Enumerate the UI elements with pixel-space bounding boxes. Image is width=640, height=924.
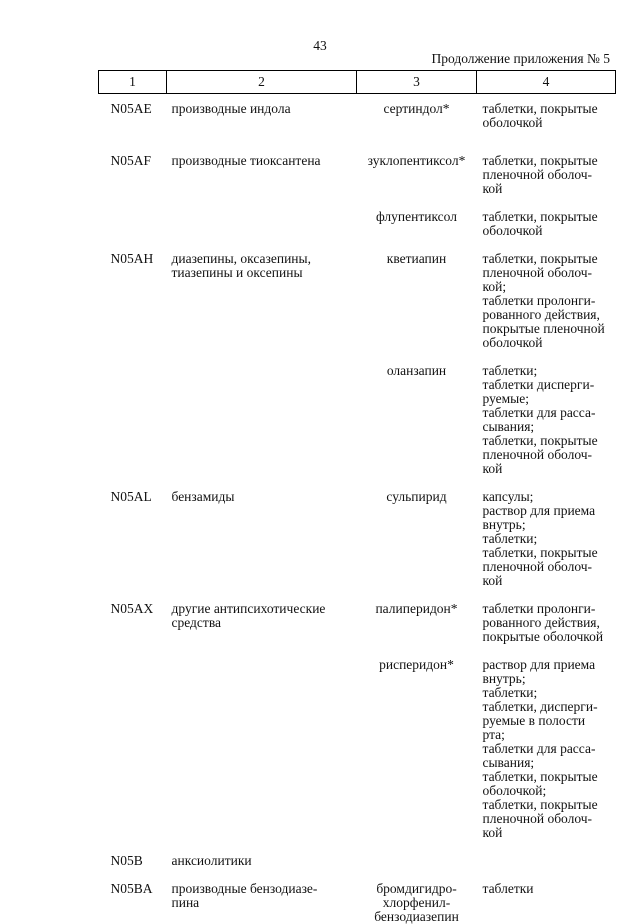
dosage-form-line: рта;: [483, 728, 616, 742]
dosage-form-line: пленочной оболоч-: [483, 448, 616, 462]
dosage-form: [477, 882, 616, 924]
atc-code: N05AX: [99, 602, 167, 658]
dosage-form-line: таблетки;: [483, 364, 616, 378]
drug-name: [357, 252, 477, 364]
anatomical-group-line: пина: [172, 896, 357, 910]
atc-code: [99, 658, 167, 854]
dosage-form-line: таблетки, покрытые: [483, 770, 616, 784]
anatomical-group-line: производные индола: [172, 102, 357, 116]
dosage-form: [477, 154, 616, 210]
dosage-form-line: рованного действия,: [483, 308, 616, 322]
dosage-form-line: таблетки, дисперги-: [483, 700, 616, 714]
dosage-form-line: таблетки, покрытые: [483, 546, 616, 560]
table-row: [99, 364, 616, 490]
table-row: [99, 882, 616, 924]
anatomical-group-line: диазепины, оксазепины,: [172, 252, 357, 266]
dosage-form-line: таблетки для расса-: [483, 742, 616, 756]
column-header: 1: [99, 71, 167, 94]
drug-name-line: сульпирид: [357, 490, 477, 504]
anatomical-group: [167, 154, 357, 210]
atc-code: N05AL: [99, 490, 167, 602]
drug-name-line: хлорфенил-: [357, 896, 477, 910]
dosage-form-line: кой: [483, 574, 616, 588]
dosage-form-line: таблетки, покрытые: [483, 252, 616, 266]
dosage-form-line: рованного действия,: [483, 616, 616, 630]
dosage-form-line: оболочкой: [483, 336, 616, 350]
dosage-form-line: таблетки пролонги-: [483, 294, 616, 308]
atc-code: N05B: [99, 854, 167, 882]
dosage-form-line: таблетки, покрытые: [483, 798, 616, 812]
table-row: [99, 154, 616, 210]
dosage-form-line: покрытые пленочной: [483, 322, 616, 336]
drug-name: [357, 490, 477, 602]
anatomical-group: [167, 602, 357, 658]
table-row: [99, 490, 616, 602]
anatomical-group: [167, 210, 357, 252]
drug-name: [357, 154, 477, 210]
header-row: [99, 71, 616, 94]
drug-name-line: рисперидон*: [357, 658, 477, 672]
dosage-form-line: таблетки;: [483, 532, 616, 546]
atc-code: N05BA: [99, 882, 167, 924]
dosage-form-line: таблетки;: [483, 686, 616, 700]
dosage-form: [477, 364, 616, 490]
page-number: 43: [0, 38, 640, 54]
dosage-form-line: оболочкой: [483, 224, 616, 238]
drug-name: [357, 94, 477, 155]
drug-name-line: зуклопентиксол*: [357, 154, 477, 168]
dosage-form-line: пленочной оболоч-: [483, 812, 616, 826]
column-header: 3: [357, 71, 477, 94]
anatomical-group: [167, 252, 357, 364]
column-header: 4: [477, 71, 616, 94]
dosage-form-line: таблетки, покрытые: [483, 210, 616, 224]
atc-code: N05AF: [99, 154, 167, 210]
drug-name: [357, 210, 477, 252]
dosage-form: [477, 210, 616, 252]
dosage-form-line: таблетки дисперги-: [483, 378, 616, 392]
anatomical-group: [167, 854, 357, 882]
anatomical-group: [167, 882, 357, 924]
dosage-form-line: внутрь;: [483, 518, 616, 532]
drug-name-line: кветиапин: [357, 252, 477, 266]
table-row: [99, 854, 616, 882]
anatomical-group-line: производные бензодиазе-: [172, 882, 357, 896]
anatomical-group: [167, 658, 357, 854]
drug-table: [98, 70, 616, 924]
drug-name-line: бромдигидро-: [357, 882, 477, 896]
drug-table-container: [98, 70, 615, 924]
table-body: [99, 94, 616, 924]
dosage-form-line: таблетки пролонги-: [483, 602, 616, 616]
anatomical-group-line: другие антипсихотические: [172, 602, 357, 616]
drug-name-line: бензодиазепин: [357, 910, 477, 924]
dosage-form-line: пленочной оболоч-: [483, 168, 616, 182]
anatomical-group-line: средства: [172, 616, 357, 630]
dosage-form-line: таблетки для расса-: [483, 406, 616, 420]
atc-code: [99, 364, 167, 490]
anatomical-group-line: тиазепины и оксепины: [172, 266, 357, 280]
dosage-form-line: таблетки, покрытые: [483, 434, 616, 448]
atc-code: N05AE: [99, 94, 167, 155]
dosage-form: [477, 658, 616, 854]
dosage-form-line: таблетки, покрытые: [483, 102, 616, 116]
dosage-form-line: сывания;: [483, 756, 616, 770]
dosage-form-line: оболочкой: [483, 116, 616, 130]
anatomical-group: [167, 490, 357, 602]
dosage-form-line: оболочкой;: [483, 784, 616, 798]
table-row: [99, 210, 616, 252]
continuation-note: Продолжение приложения № 5: [431, 51, 610, 67]
dosage-form-line: руемые в полости: [483, 714, 616, 728]
dosage-form: [477, 94, 616, 155]
drug-name: [357, 882, 477, 924]
table-row: [99, 94, 616, 155]
table-row: [99, 658, 616, 854]
drug-name: [357, 602, 477, 658]
drug-name: [357, 658, 477, 854]
drug-name: [357, 364, 477, 490]
dosage-form: [477, 602, 616, 658]
anatomical-group-line: анксиолитики: [172, 854, 357, 868]
dosage-form-line: пленочной оболоч-: [483, 560, 616, 574]
anatomical-group: [167, 364, 357, 490]
drug-name-line: оланзапин: [357, 364, 477, 378]
anatomical-group-line: производные тиоксантена: [172, 154, 357, 168]
dosage-form-line: покрытые оболочкой: [483, 630, 616, 644]
dosage-form: [477, 490, 616, 602]
dosage-form-line: кой: [483, 826, 616, 840]
column-header: 2: [167, 71, 357, 94]
dosage-form-line: внутрь;: [483, 672, 616, 686]
dosage-form: [477, 854, 616, 882]
atc-code: N05AH: [99, 252, 167, 364]
dosage-form-line: таблетки: [483, 882, 616, 896]
dosage-form-line: капсулы;: [483, 490, 616, 504]
anatomical-group: [167, 94, 357, 155]
dosage-form-line: раствор для приема: [483, 504, 616, 518]
anatomical-group-line: бензамиды: [172, 490, 357, 504]
dosage-form-line: пленочной оболоч-: [483, 266, 616, 280]
dosage-form-line: руемые;: [483, 392, 616, 406]
dosage-form-line: таблетки, покрытые: [483, 154, 616, 168]
drug-name-line: палиперидон*: [357, 602, 477, 616]
atc-code: [99, 210, 167, 252]
table-row: [99, 252, 616, 364]
dosage-form-line: раствор для приема: [483, 658, 616, 672]
drug-name-line: флупентиксол: [357, 210, 477, 224]
table-row: [99, 602, 616, 658]
drug-name-line: сертиндол*: [357, 102, 477, 116]
dosage-form-line: кой: [483, 462, 616, 476]
dosage-form-line: кой;: [483, 280, 616, 294]
dosage-form-line: сывания;: [483, 420, 616, 434]
dosage-form-line: кой: [483, 182, 616, 196]
dosage-form: [477, 252, 616, 364]
drug-name: [357, 854, 477, 882]
